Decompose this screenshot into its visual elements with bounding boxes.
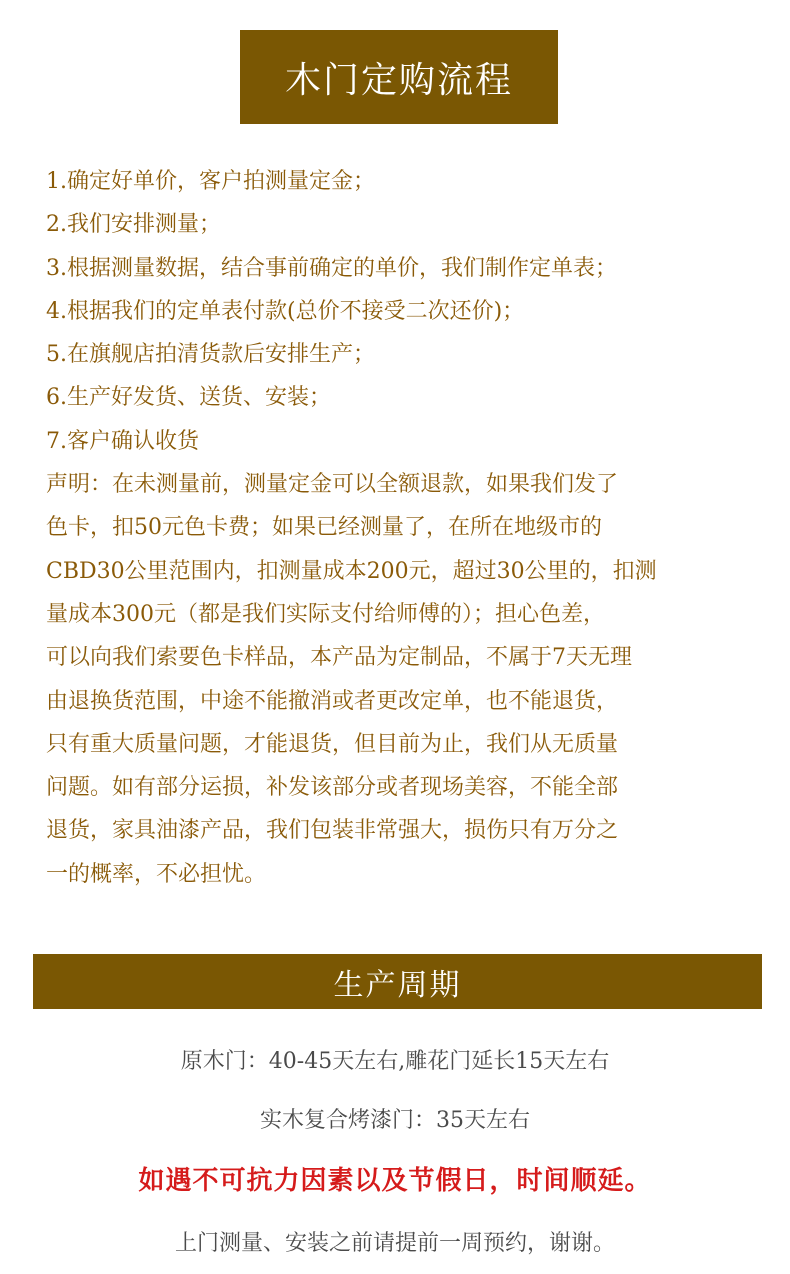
statement-line: 可以向我们索要色卡样品，本产品为定制品，不属于7天无理	[46, 645, 632, 671]
step-item: 7.客户确认收货	[46, 428, 199, 454]
statement-line: 问题。如有部分运损，补发该部分或者现场美容，不能全部	[46, 775, 619, 801]
step-item: 3.根据测量数据，结合事前确定的单价，我们制作定单表；	[46, 255, 617, 281]
step-item: 5.在旗舰店拍清货款后安排生产；	[46, 342, 375, 368]
statement-line: 由退换货范围，中途不能撤消或者更改定单，也不能退货，	[46, 688, 619, 714]
page-title: 木门定购流程	[284, 59, 513, 101]
appointment-notice: 上门测量、安装之前请提前一周预约，谢谢。	[174, 1231, 615, 1256]
production-cycle-title: 生产周期	[333, 967, 462, 1003]
title-banner	[240, 30, 558, 124]
step-item: 1.确定好单价，客户拍测量定金；	[46, 169, 375, 194]
step-item: 6.生产好发货、送货、安装；	[46, 385, 331, 411]
production-cycle-banner	[33, 954, 762, 1009]
statement-line: 退货，家具油漆产品，我们包装非常强大，损伤只有万分之	[46, 818, 619, 844]
step-item: 4.根据我们的定单表付款(总价不接受二次还价)；	[46, 298, 525, 324]
statement-line: CBD30公里范围内，扣测量成本200元，超过30公里的，扣测	[46, 558, 657, 584]
statement-line: 量成本300元（都是我们实际支付给师傅的）；担心色差，	[46, 601, 605, 627]
statement-line: 声明：在未测量前，测量定金可以全额退款，如果我们发了	[46, 472, 619, 498]
step-item: 2.我们安排测量；	[46, 212, 221, 238]
statement-line: 只有重大质量问题，才能退货，但目前为止，我们从无质量	[46, 731, 619, 757]
statement-line: 色卡，扣50元色卡费；如果已经测量了，在所在地级市的	[46, 515, 602, 541]
statement	[46, 463, 766, 896]
statement-line: 一的概率，不必担忧。	[46, 861, 267, 887]
force-majeure-notice: 如遇不可抗力因素以及节假日，时间顺延。	[138, 1166, 652, 1196]
solid-wood-door-cycle: 原木门：40-45天左右,雕花门延长15天左右	[180, 1049, 610, 1074]
order-process	[46, 160, 766, 896]
composite-door-cycle: 实木复合烤漆门：35天左右	[260, 1108, 530, 1133]
